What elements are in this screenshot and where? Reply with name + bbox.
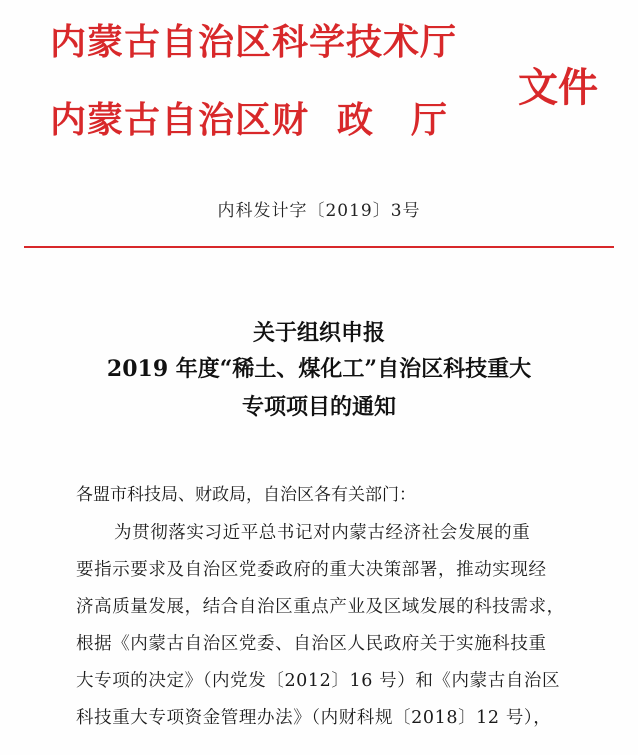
body-line: 大专项的决定》（内党发〔2012〕16 号）和《内蒙古自治区 [76, 671, 561, 691]
title-line-3: 专项项目的通知 [241, 394, 396, 420]
body-line: 济高质量发展，结合自治区重点产业及区域发展的科技需求， [76, 597, 565, 617]
body-line: 根据《内蒙古自治区党委、自治区人民政府关于实施科技重 [76, 634, 547, 654]
document-suffix: 文件 [518, 65, 598, 111]
title-line-2: 2019 年度“稀土、煤化工”自治区科技重大 [106, 356, 532, 382]
red-divider [24, 246, 614, 248]
issuer-line-2-right: 政 厅 [337, 100, 449, 141]
body-line: 科技重大专项资金管理办法》（内财科规〔2018〕12 号）， [76, 708, 552, 728]
issuer-line-2 [50, 92, 448, 143]
issuer-line-2-left: 内蒙古自治区财 [50, 100, 310, 141]
document-number: 内科发计字〔2019〕3号 [217, 201, 421, 221]
issuer-line-1: 内蒙古自治区科学技术厅 [50, 22, 458, 63]
body-line: 为贯彻落实习近平总书记对内蒙古经济社会发展的重 [114, 523, 531, 543]
title-line-1: 关于组织申报 [252, 320, 385, 346]
body-line: 要指示要求及自治区党委政府的重大决策部署，推动实现经 [76, 560, 547, 580]
salutation: 各盟市科技局、财政局，自治区各有关部门： [76, 485, 416, 505]
